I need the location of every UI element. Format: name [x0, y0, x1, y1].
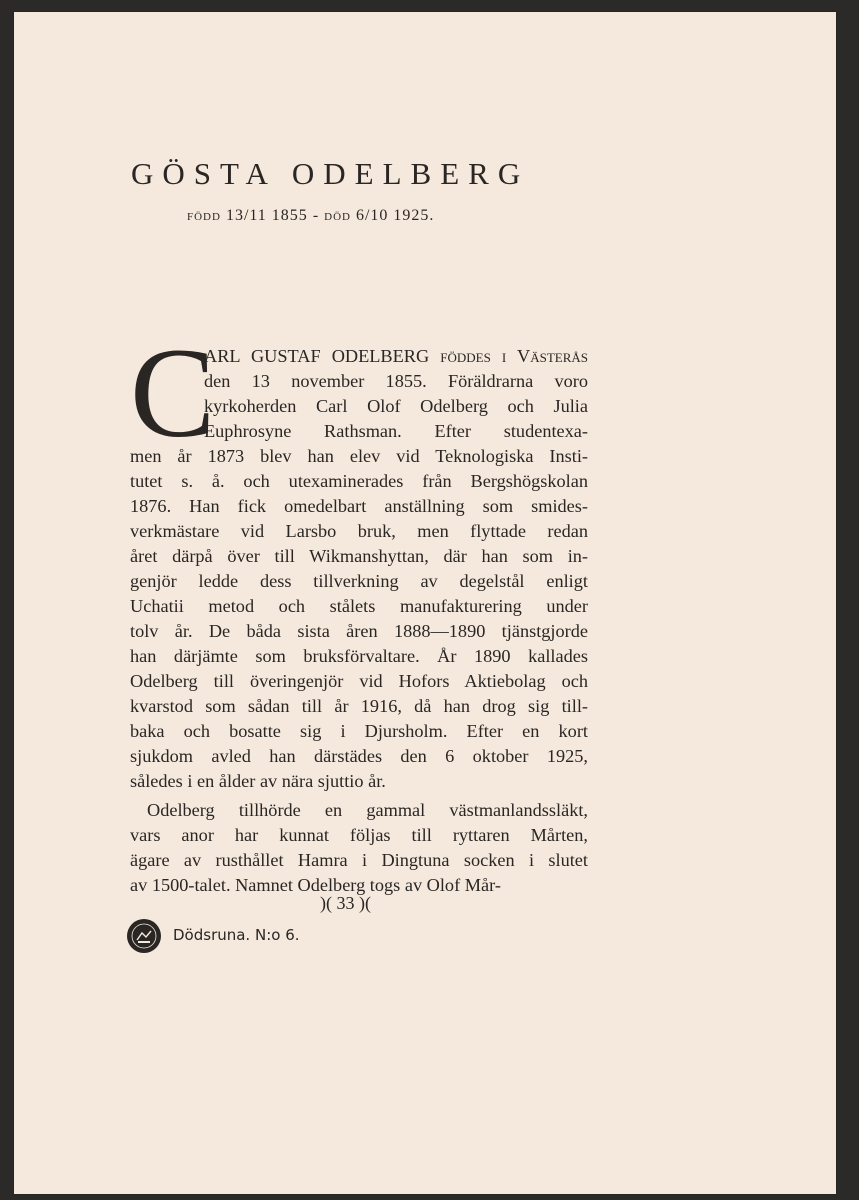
- life-dates: [187, 207, 434, 225]
- body-line: ARL GUSTAF ODELBERG föddes i Västerås: [204, 346, 588, 366]
- body-line: Euphrosyne Rathsman. Efter studentexa-: [204, 421, 588, 441]
- body-line: verkmästare vid Larsbo bruk, men flyttade redan: [130, 521, 588, 541]
- born-label: FÖDD: [187, 211, 221, 223]
- series-label: Dödsruna. N:o 6.: [173, 926, 300, 944]
- body-line: Odelberg till överingenjör vid Hofors Aktiebolag och: [130, 671, 588, 691]
- date-separator: -: [312, 207, 320, 224]
- page-number: )( 33 )(: [320, 893, 371, 913]
- body-line: tolv år. De båda sista åren 1888—1890 tjänstgjorde: [130, 621, 588, 641]
- publisher-seal-icon: [127, 919, 161, 953]
- died-date: 6/10 1925.: [355, 207, 435, 224]
- body-line: 1876. Han fick omedelbart anställning som smides-: [130, 496, 588, 516]
- body-line: han därjämte som bruksförvaltare. År 1890 kallades: [130, 646, 588, 666]
- body-line: baka och bosatte sig i Djursholm. Efter en kort: [130, 721, 588, 741]
- body-line: den 13 november 1855. Föräldrarna voro: [204, 371, 588, 391]
- body-line: således i en ålder av nära sjuttio år.: [130, 771, 386, 791]
- body-line: Odelberg tillhörde en gammal västmanlandssläkt,: [147, 800, 588, 820]
- body-line: året därpå över till Wikmanshyttan, där han som in-: [130, 546, 588, 566]
- body-line: genjör ledde dess tillverkning av degelstål enligt: [130, 571, 588, 591]
- died-label: DÖD: [324, 211, 351, 223]
- born-date: 13/11 1855: [225, 207, 308, 224]
- body-line: kyrkoherden Carl Olof Odelberg och Julia: [204, 396, 588, 416]
- body-line: kvarstod som sådan till år 1916, då han drog sig till-: [130, 696, 588, 716]
- body-line: men år 1873 blev han elev vid Teknologiska Insti-: [130, 446, 588, 466]
- body-line: tutet s. å. och utexaminerades från Bergshögskolan: [130, 471, 588, 491]
- body-line: ägare av rusthållet Hamra i Dingtuna socken i slutet: [130, 850, 588, 870]
- body-line: av 1500-talet. Namnet Odelberg togs av Olof Mår-: [130, 875, 501, 895]
- body-line: vars anor har kunnat följas till ryttaren Mårten,: [130, 825, 588, 845]
- drop-cap: C: [130, 322, 216, 464]
- person-name-heading: GÖSTA ODELBERG: [131, 156, 530, 191]
- body-line: Uchatii metod och stålets manufakturering under: [130, 596, 588, 616]
- body-line: sjukdom avled han därstädes den 6 oktober 1925,: [130, 746, 588, 766]
